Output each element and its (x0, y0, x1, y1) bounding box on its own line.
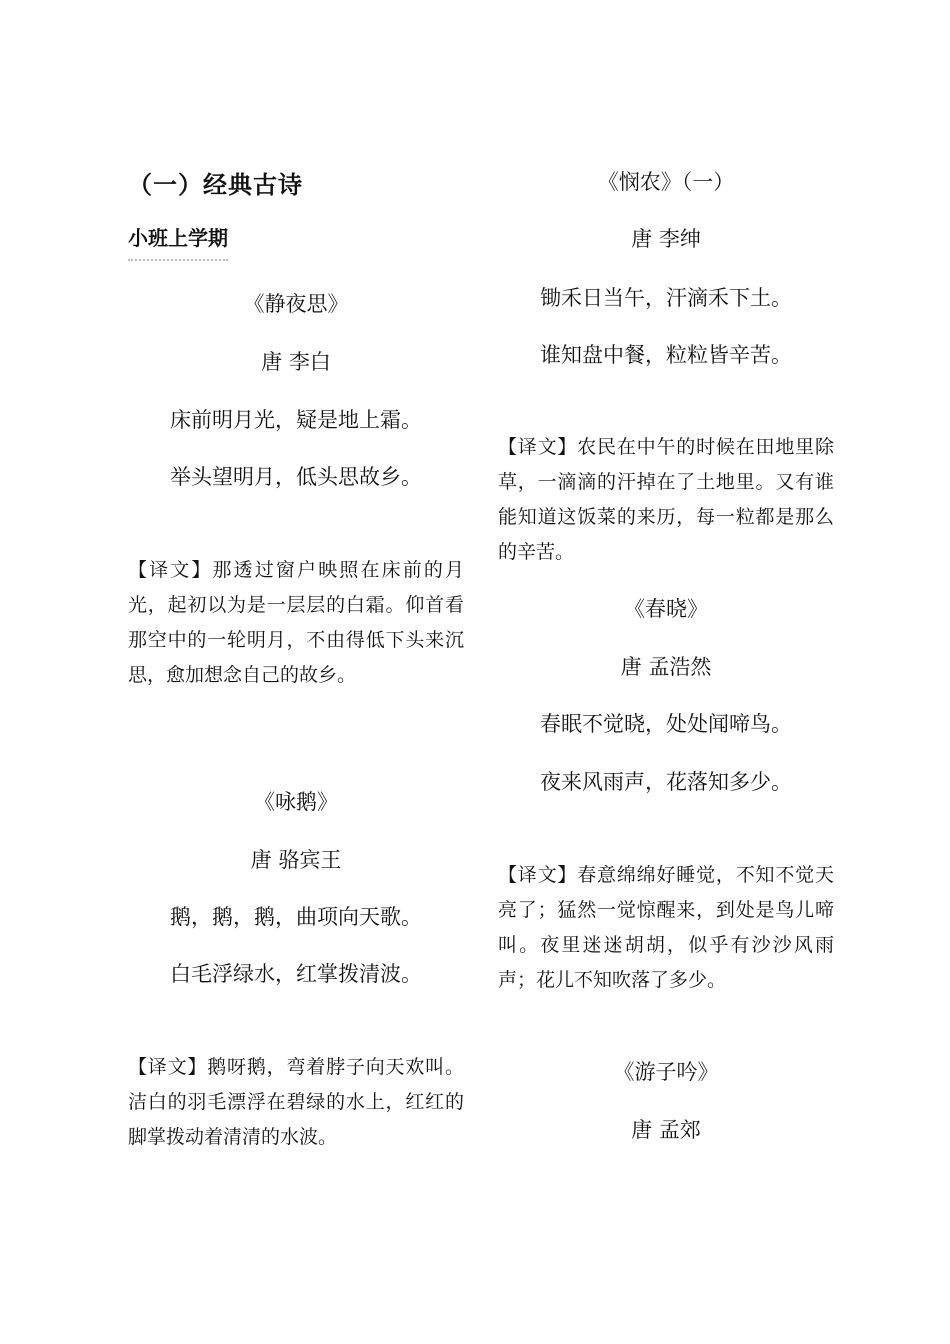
poem-author: 唐 李白 (261, 350, 331, 374)
poem-title: 《游子吟》 (613, 1060, 719, 1084)
poem-line: 谁知盘中餐，粒粒皆辛苦。 (540, 343, 792, 367)
poem-translation: 【译文】鹅呀鹅，弯着脖子向天欢叫。洁白的羽毛漂浮在碧绿的水上，红红的脚掌拨动着清清的水波。 (128, 1056, 464, 1148)
poem-title: 《咏鹅》 (254, 790, 338, 814)
poem-title: 《悯农》（一） (597, 170, 735, 194)
term-heading: 小班上学期 (128, 222, 228, 261)
poem-title: 《静夜思》 (243, 292, 349, 316)
poem-author: 唐 骆宾王 (250, 848, 342, 872)
poem-author: 唐 孟郊 (631, 1118, 701, 1142)
poem-translation: 【译文】春意绵绵好睡觉，不知不觉天亮了；猛然一觉惊醒来，到处是鸟儿啼叫。夜里迷迷胡胡，似乎有沙沙风雨声；花儿不知吹落了多少。 (498, 864, 834, 991)
poem-author: 唐 孟浩然 (620, 655, 712, 679)
section-heading: （一）经典古诗 (128, 171, 303, 199)
poem-line: 鹅，鹅，鹅，曲项向天歌。 (170, 905, 422, 929)
poem-title: 《春晓》 (624, 597, 708, 621)
poem-line: 床前明月光，疑是地上霜。 (170, 408, 422, 432)
poem-line: 白毛浮绿水，红掌拨清波。 (170, 962, 422, 986)
poem-line: 锄禾日当午，汗滴禾下土。 (540, 286, 792, 310)
poem-line: 春眠不觉晓，处处闻啼鸟。 (540, 712, 792, 736)
poem-line: 举头望明月，低头思故乡。 (170, 465, 422, 489)
poem-author: 唐 李绅 (631, 227, 701, 251)
poem-translation: 【译文】农民在中午的时候在田地里除草，一滴滴的汗掉在了土地里。又有谁能知道这饭菜的来历，每一粒都是那么的辛苦。 (498, 436, 834, 563)
poem-line: 夜来风雨声，花落知多少。 (540, 770, 792, 794)
poem-translation: 【译文】那透过窗户映照在床前的月光，起初以为是一层层的白霜。仰首看那空中的一轮明月，不由得低下头来沉思，愈加想念自己的故乡。 (128, 559, 464, 686)
